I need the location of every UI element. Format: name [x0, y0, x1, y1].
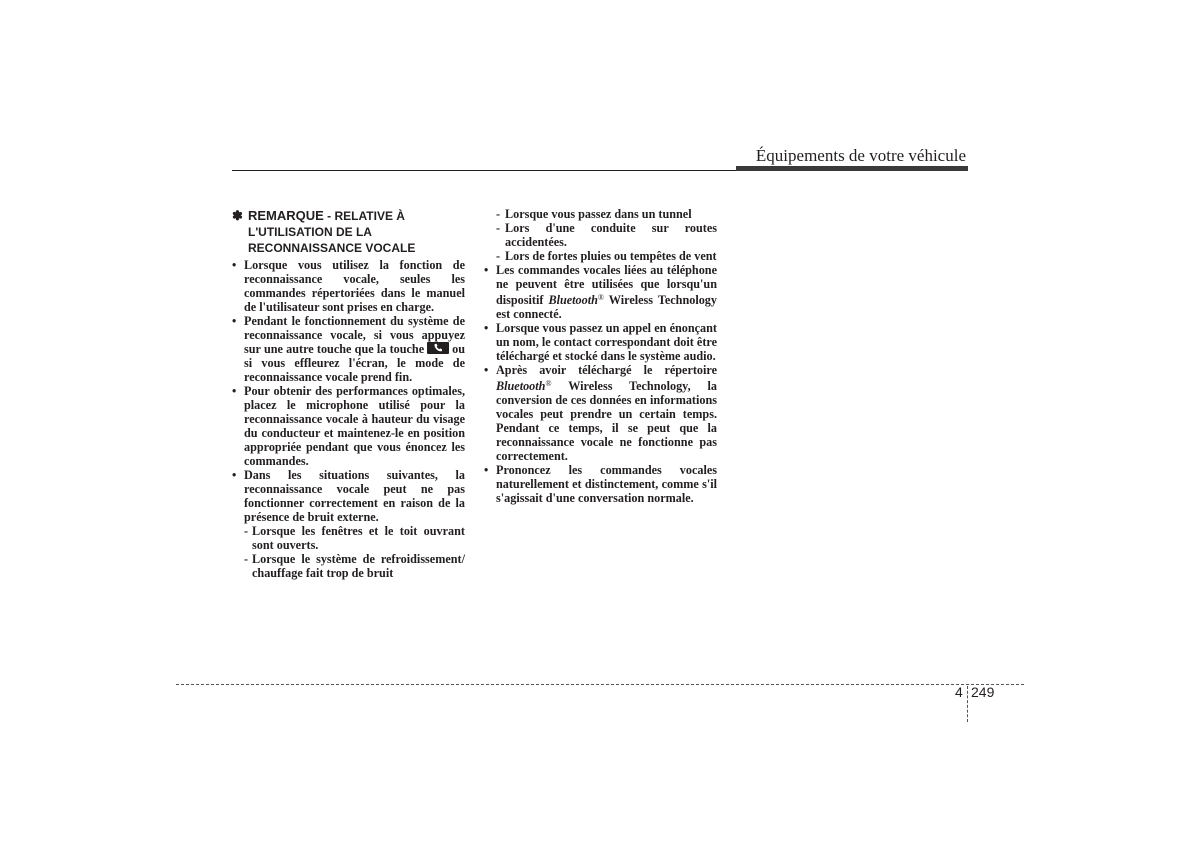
list-item-text: Pendant le fonctionnement du système de reconnaissance vocale, si vous appuyez sur une autre touche que la touche: [244, 314, 465, 356]
bluetooth-term: Bluetooth: [548, 293, 598, 307]
note-heading-text: [232, 208, 465, 256]
list-item: [484, 363, 717, 463]
note-heading-sub: - RELATIVE À L'UTILISATION DE LA RECONNAISSANCE VOCALE: [248, 209, 416, 255]
sub-list-item: [232, 524, 465, 552]
footer-divider: [967, 686, 968, 722]
header-accent-bar: [736, 166, 968, 171]
list-item-text: Après avoir téléchargé le répertoire: [496, 363, 717, 377]
dash-icon: -: [244, 524, 249, 538]
list-item: [484, 321, 717, 363]
list-item: [484, 463, 717, 505]
note-heading-main: REMARQUE: [248, 208, 324, 223]
bullet-icon: •: [484, 321, 489, 335]
section-title: Équipements de votre véhicule: [755, 146, 966, 165]
list-item: [232, 384, 465, 468]
list-item: [232, 468, 465, 524]
sub-list-item: [484, 221, 717, 249]
note-heading: [232, 208, 465, 256]
chapter-number: 4: [955, 684, 963, 700]
page-number: 249: [971, 684, 995, 700]
list-item-text: Pour obtenir des performances optimales, placez le microphone utilisé pour la reconnaissance vocale à hauteur du visage du conducteur et maintenez-le en position appropriée pendant que vous énoncez les commandes.: [244, 384, 465, 468]
list-item-text: Prononcez les commandes vocales naturellement et distinctement, comme s'il s'agissait d'une conversation normale.: [496, 463, 717, 505]
bullet-icon: •: [232, 468, 237, 482]
right-column: [484, 207, 717, 505]
left-column: [232, 208, 465, 580]
list-item-text-continued: ou si vous effleurez l'écran, le mode de reconnaissance vocale prend fin.: [244, 342, 465, 384]
dash-icon: -: [244, 552, 249, 566]
note-mark-icon: ✽: [232, 208, 243, 223]
list-item-text: Lorsque vous passez un appel en énonçant un nom, le contact correspondant doit être téléchargé et stocké dans le système audio.: [496, 321, 717, 363]
list-item: [232, 258, 465, 314]
registered-mark: ®: [545, 379, 552, 388]
list-item-text-continued: Wireless Technology est connecté.: [496, 293, 717, 321]
list-item: [484, 263, 717, 321]
bullet-icon: •: [232, 384, 237, 398]
registered-mark: ®: [597, 293, 604, 302]
sub-list-item: [484, 249, 717, 263]
list-item-text: Les commandes vocales liées au téléphone ne peuvent être utilisées que lorsqu'un dispositif: [496, 263, 717, 307]
bluetooth-term: Bluetooth: [496, 379, 546, 393]
sub-list-item-text: Lors de fortes pluies ou tempêtes de vent: [505, 249, 717, 263]
voice-recognition-icon: [427, 342, 449, 354]
bullet-icon: •: [484, 263, 489, 277]
sub-list-item-text: Lorsque le système de refroidissement/ chauffage fait trop de bruit: [252, 552, 465, 580]
sub-list-item-text: Lorsque vous passez dans un tunnel: [505, 207, 692, 221]
sub-list-item-text: Lors d'une conduite sur routes accidentées.: [505, 221, 717, 249]
bullet-icon: •: [484, 463, 489, 477]
dash-icon: -: [496, 221, 501, 235]
list-item-text-continued: Wireless Technology, la conversion de ces données en informations vocales peut prendre un certain temps. Pendant ce temps, il se peut que la reconnaissance vocale ne fonctionne pas correctement.: [496, 379, 717, 463]
dash-icon: -: [496, 249, 501, 263]
list-item-text: Lorsque vous utilisez la fonction de reconnaissance vocale, seules les commandes répertoriées dans le manuel de l'utilisateur sont prises en charge.: [244, 258, 465, 314]
bullet-icon: •: [232, 314, 237, 328]
footer-rule: [176, 684, 1024, 685]
bullet-icon: •: [484, 363, 489, 377]
list-item: [232, 314, 465, 384]
sub-list-item-text: Lorsque les fenêtres et le toit ouvrant sont ouverts.: [252, 524, 465, 552]
sub-list-item: [484, 207, 717, 221]
dash-icon: -: [496, 207, 501, 221]
bullet-icon: •: [232, 258, 237, 272]
list-item-text: Dans les situations suivantes, la reconnaissance vocale peut ne pas fonctionner correctement en raison de la présence de bruit externe.: [244, 468, 465, 524]
sub-list-item: [232, 552, 465, 580]
